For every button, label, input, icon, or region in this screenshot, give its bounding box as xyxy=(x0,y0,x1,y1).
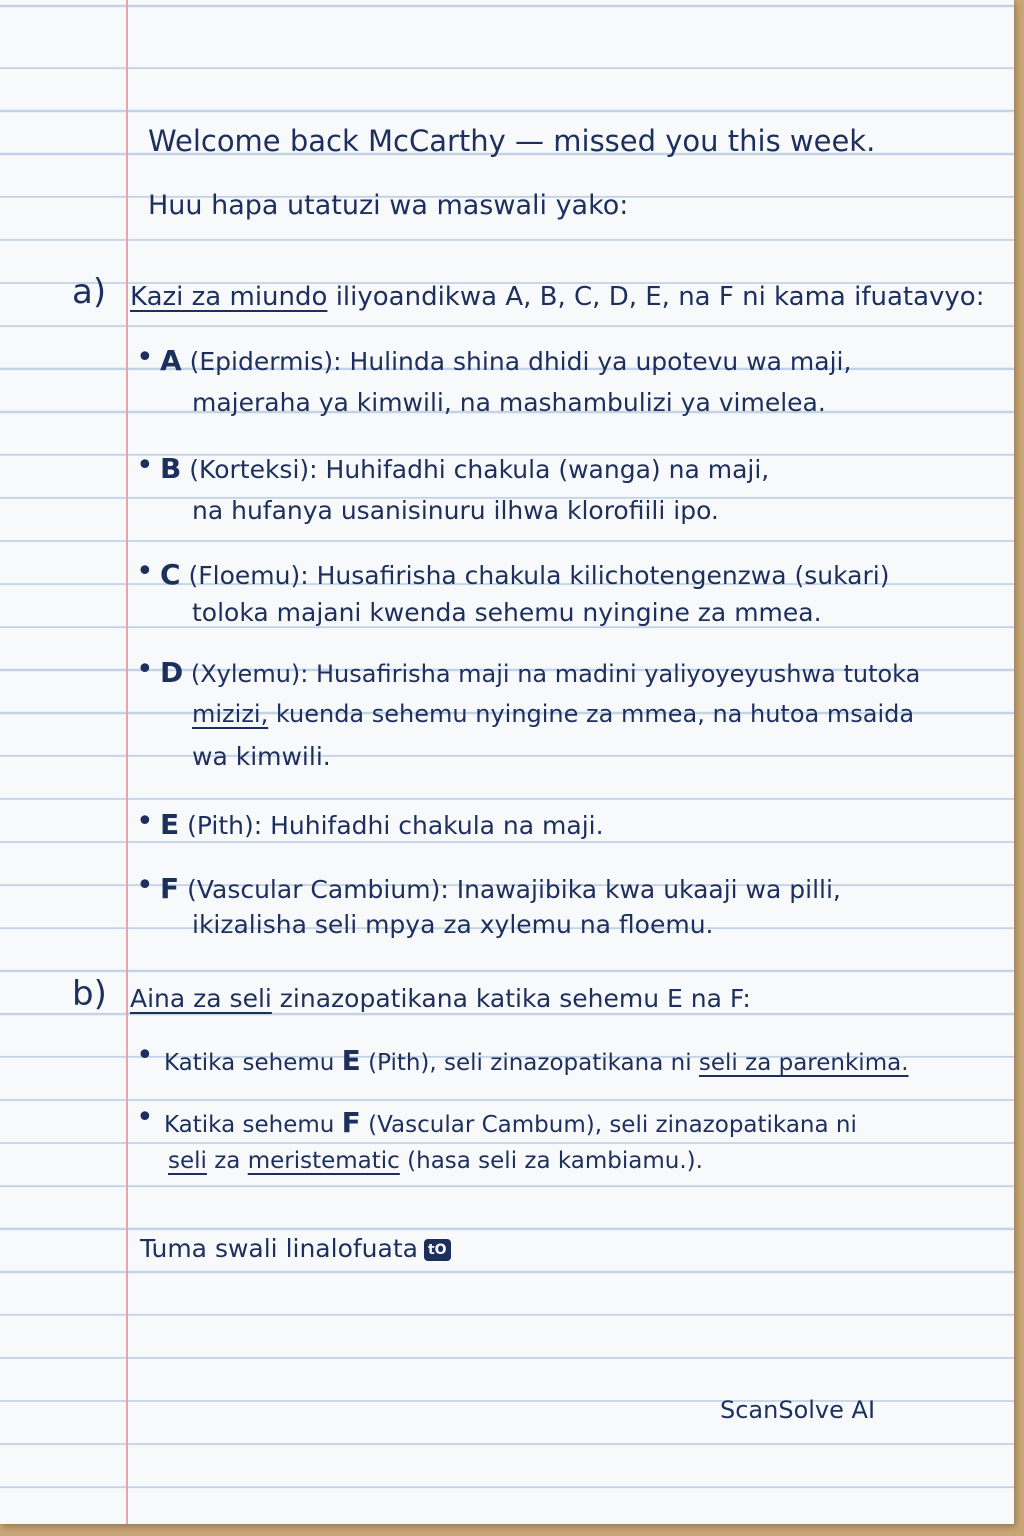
part-b-item1: Katika sehemu E (Pith), seli zinazopatikana ni seli za parenkima. xyxy=(164,1044,909,1077)
item-e-letter: E xyxy=(160,808,180,841)
item-b-line1: B (Korteksi): Huhifadhi chakula (wanga) na maji, xyxy=(160,452,770,485)
item-f-line1: F (Vascular Cambium): Inawajibika kwa ukaaji wa pilli, xyxy=(160,872,841,905)
brand-signature: ScanSolve AI xyxy=(720,1396,876,1424)
item-d-underlined-word: mizizi, xyxy=(192,700,269,728)
intro-text: Huu hapa utatuzi wa maswali yako: xyxy=(148,190,629,221)
item-f-line2: ikizalisha seli mpya za xylemu na floemu. xyxy=(192,910,714,939)
item-b-letter: B xyxy=(160,452,182,485)
bullet-icon: • xyxy=(136,804,154,839)
item-d-line2: mizizi, kuenda sehemu nyingine za mmea, na hutoa msaida xyxy=(192,700,915,728)
item-a-letter: A xyxy=(160,344,182,377)
meristematic-underlined: meristematic xyxy=(247,1148,400,1174)
margin-line xyxy=(126,0,128,1524)
part-a-heading xyxy=(130,282,984,312)
bullet-icon: • xyxy=(136,448,154,483)
item-a-line2: majeraha ya kimwili, na mashambulizi ya vimelea. xyxy=(192,388,826,417)
bullet-icon: • xyxy=(136,1038,154,1073)
next-question-prompt[interactable] xyxy=(140,1234,451,1263)
part-b-heading-underlined: Aina za seli xyxy=(130,984,272,1013)
item-c-letter: C xyxy=(160,558,181,591)
part-b-heading: Aina za seli zinazopatikana katika sehemu E na F: xyxy=(130,984,751,1013)
item-d-line1: D (Xylemu): Husafirisha maji na madini yaliyoyeyushwa tutoka xyxy=(160,656,921,689)
part-b-item2-line1: Katika sehemu F (Vascular Cambum), seli zinazopatikana ni xyxy=(164,1106,857,1139)
part-b-label: b) xyxy=(72,974,107,1014)
item-d-line3: wa kimwili. xyxy=(192,742,331,771)
next-question-text[interactable]: Tuma swali linalofuata xyxy=(140,1234,418,1263)
bullet-icon: • xyxy=(136,554,154,589)
greeting: Welcome back McCarthy — missed you this week. xyxy=(148,124,876,158)
bullet-icon: • xyxy=(136,868,154,903)
item-e-line1: E (Pith): Huhifadhi chakula na maji. xyxy=(160,808,604,841)
part-a-heading-underlined: Kazi za miundo xyxy=(130,282,328,312)
item-c-line2: toloka majani kwenda sehemu nyingine za mmea. xyxy=(192,598,822,627)
item-b-line2: na hufanya usanisinuru ilhwa klorofiili ipo. xyxy=(192,496,719,525)
part-a-label: a) xyxy=(72,272,107,312)
bullet-icon: • xyxy=(136,340,154,375)
parenchyma-underlined: seli za parenkima. xyxy=(698,1050,909,1076)
bullet-icon: • xyxy=(136,652,154,687)
bullet-icon: • xyxy=(136,1100,154,1135)
part-a-heading-rest: iliyoandikwa A, B, C, D, E, na F ni kama ifuatavyo: xyxy=(327,282,985,312)
item-f-letter: F xyxy=(160,872,180,905)
item-c-line1: C (Floemu): Husafirisha chakula kilichotengenzwa (sukari) xyxy=(160,558,890,591)
next-question-icon[interactable]: tO xyxy=(424,1239,451,1261)
part-b-item2-line2: seli za meristematic (hasa seli za kambiamu.). xyxy=(168,1148,703,1174)
item-a-line1: A (Epidermis): Hulinda shina dhidi ya upotevu wa maji, xyxy=(160,344,852,377)
item-d-letter: D xyxy=(160,656,184,689)
